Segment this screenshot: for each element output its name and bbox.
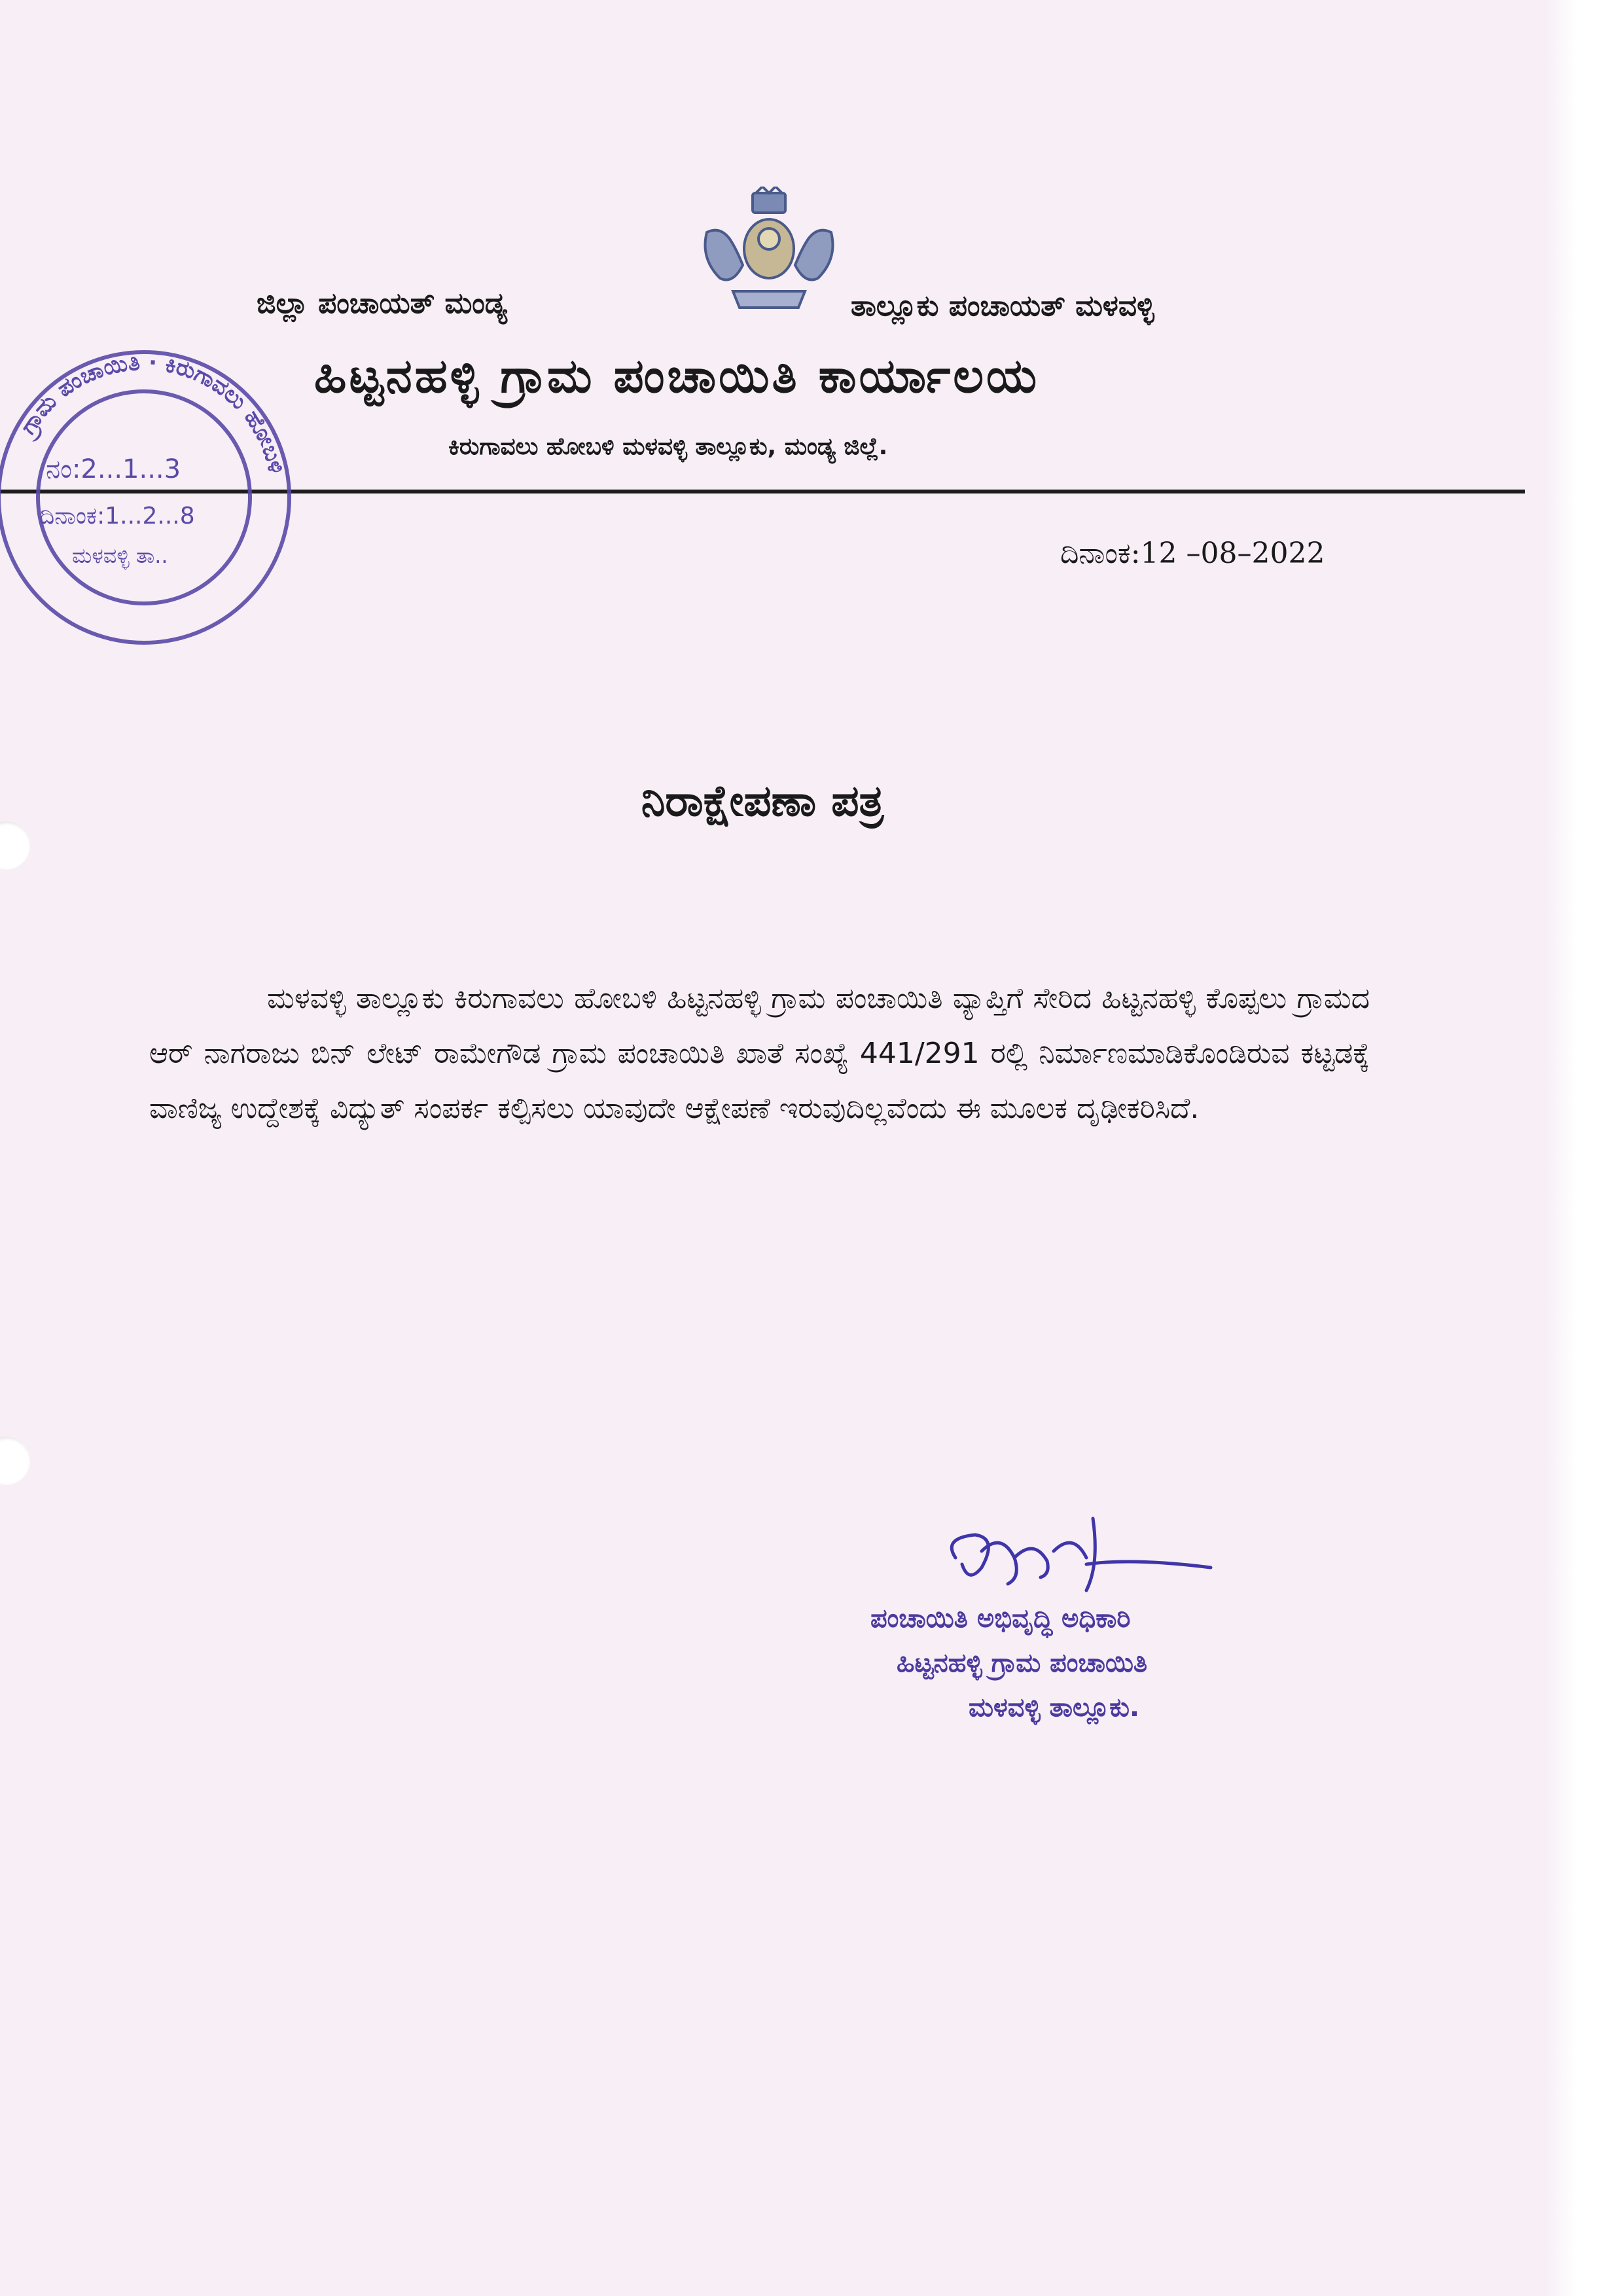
punch-hole-bottom [0, 1437, 30, 1485]
karnataka-emblem-icon [694, 187, 844, 317]
signature-block [870, 1512, 1329, 1734]
signatory-office: ಹಿಟ್ಟನಹಳ್ಳಿ ಗ್ರಾಮ ಪಂಚಾಯಿತಿ [897, 1648, 1148, 1678]
punch-hole-top [0, 821, 30, 870]
paper-edge [1544, 0, 1623, 2296]
document-title: ನಿರಾಕ್ಷೇಪಣಾ ಪತ್ರ [641, 776, 884, 826]
signatory-designation: ಪಂಚಾಯಿತಿ ಅಭಿವೃದ್ಧಿ ಅಧಿಕಾರಿ [870, 1604, 1131, 1634]
stamp-place: ಮಳವಳ್ಳಿ ತಾ.. [72, 543, 168, 568]
office-seal-stamp [0, 331, 314, 684]
stamp-number: ನಂ:2...1...3 [46, 454, 181, 484]
letter-date: ದಿನಾಂಕ:12 –08–2022 [1060, 537, 1325, 570]
signatory-taluk: ಮಳವಳ್ಳಿ ತಾಲ್ಲೂಕು. [969, 1693, 1140, 1723]
office-title: ಹಿಟ್ಟನಹಳ್ಳಿ ಗ್ರಾಮ ಪಂಚಾಯಿತಿ ಕಾರ್ಯಾಲಯ [314, 348, 1040, 403]
stamp-date: ದಿನಾಂಕ:1...2...8 [39, 503, 195, 529]
taluk-panchayat-heading: ತಾಲ್ಲೂಕು ಪಂಚಾಯತ್ ಮಳವಳ್ಳಿ [851, 289, 1154, 323]
letter-body: ಮಳವಳ್ಳಿ ತಾಲ್ಲೂಕು ಕಿರುಗಾವಲು ಹೋಬಳಿ ಹಿಟ್ಟನಹಳ್ಳಿ ಗ್ರಾಮ ಪಂಚಾಯಿತಿ ವ್ಯಾಪ್ತಿಗೆ ಸೇರಿದ ಹಿಟ್ಟನಹಳ್ಳಿ ಕೊಪ್ಪಲು ಗ್ರಾಮದ ಆರ್ ನಾಗರಾಜು ಬಿನ್ ಲೇಟ್ ರಾಮೇಗೌಡ ಗ್ರಾಮ ಪಂಚಾಯಿತಿ ಖಾತೆ ಸಂಖ್ಯೆ 441/291 ರಲ್ಲಿ ನಿರ್ಮಾಣಮಾಡಿಕೊಂಡಿರುವ ಕಟ್ಟಡಕ್ಕೆ ವಾಣಿಜ್ಯ ಉದ್ದೇಶಕ್ಕೆ ವಿದ್ಯುತ್ ಸಂಪರ್ಕ ಕಲ್ಪಿಸಲು ಯಾವುದೇ ಆಕ್ಷೇಪಣೆ ಇರುವುದಿಲ್ಲವೆಂದು ಈ ಮೂಲಕ ದೃಢೀಕರಿಸಿದೆ. [149, 982, 1370, 1125]
district-panchayat-heading: ಜಿಲ್ಲಾ ಪಂಚಾಯತ್ ಮಂಡ್ಯ [257, 287, 507, 320]
office-address: ಕಿರುಗಾವಲು ಹೋಬಳಿ ಮಳವಳ್ಳಿ ತಾಲ್ಲೂಕು, ಮಂಡ್ಯ ಜಿಲ್ಲೆ. [448, 433, 888, 460]
stamp-ring-text: ಗ್ರಾಮ ಪಂಚಾಯಿತಿ · ಕಿರುಗಾವಲು ಹೋಬಳಿ [14, 349, 290, 476]
